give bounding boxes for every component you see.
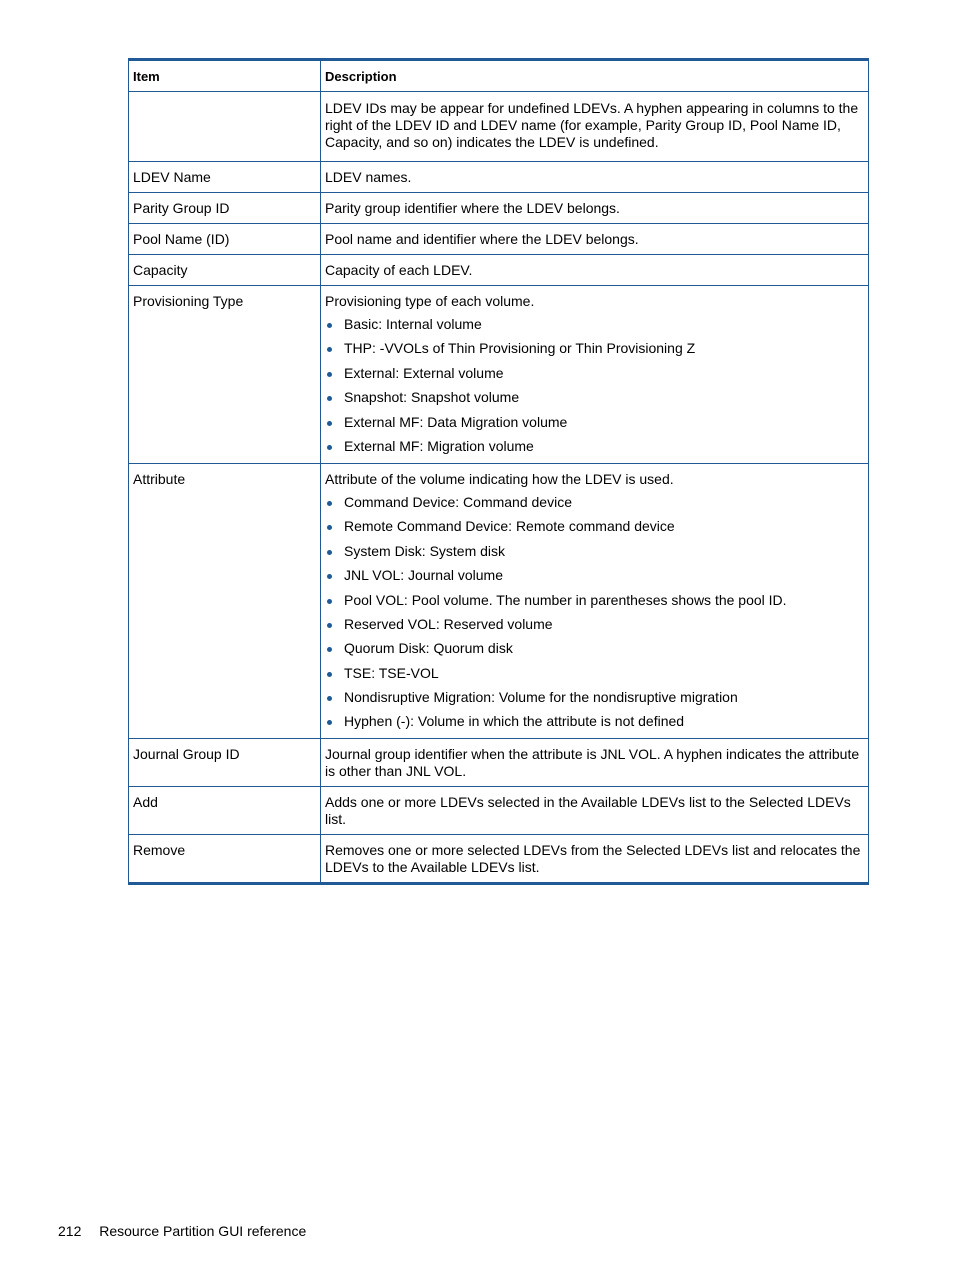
bullet-item: Basic: Internal volume xyxy=(325,316,862,333)
bullet-item: External MF: Data Migration volume xyxy=(325,414,862,431)
table-row xyxy=(129,286,869,464)
description-cell xyxy=(321,787,869,835)
header-description: Description xyxy=(321,60,869,92)
bullet-item: TSE: TSE-VOL xyxy=(325,665,862,682)
bullet-list xyxy=(325,494,862,731)
description-text: Parity group identifier where the LDEV belongs. xyxy=(325,200,620,216)
bullet-item: System Disk: System disk xyxy=(325,543,862,560)
description-text: Removes one or more selected LDEVs from the Selected LDEVs list and relocates the LDEVs to the Available LDEVs list. xyxy=(325,842,861,876)
item-cell: Parity Group ID xyxy=(129,193,321,224)
bullet-item: Reserved VOL: Reserved volume xyxy=(325,616,862,633)
description-text: LDEV IDs may be appear for undefined LDEVs. A hyphen appearing in columns to the right of the LDEV ID and LDEV name (for example, Parity Group ID, Pool Name ID, Capacity, and so on) indicates the LDEV is undefined. xyxy=(325,100,859,150)
bullet-item: Quorum Disk: Quorum disk xyxy=(325,640,862,657)
bullet-item: THP: -VVOLs of Thin Provisioning or Thin Provisioning Z xyxy=(325,340,862,357)
table-row xyxy=(129,835,869,884)
description-text: Capacity of each LDEV. xyxy=(325,262,473,278)
item-cell xyxy=(129,92,321,162)
table-row xyxy=(129,787,869,835)
description-cell xyxy=(321,463,869,739)
table-row xyxy=(129,92,869,162)
description-cell xyxy=(321,835,869,884)
header-item: Item xyxy=(129,60,321,92)
description-text: Adds one or more LDEVs selected in the Available LDEVs list to the Selected LDEVs list. xyxy=(325,794,851,828)
bullet-item: JNL VOL: Journal volume xyxy=(325,567,862,584)
page-number: 212 xyxy=(58,1223,82,1239)
description-text: Attribute of the volume indicating how the LDEV is used. xyxy=(325,470,674,487)
item-cell: Add xyxy=(129,787,321,835)
footer-section-title: Resource Partition GUI reference xyxy=(99,1223,307,1239)
table-row xyxy=(129,739,869,787)
bullet-item: Nondisruptive Migration: Volume for the nondisruptive migration xyxy=(325,689,862,706)
bullet-item: Snapshot: Snapshot volume xyxy=(325,389,862,406)
table-header-row xyxy=(129,60,869,92)
item-cell: Remove xyxy=(129,835,321,884)
table-row xyxy=(129,162,869,193)
item-cell: Journal Group ID xyxy=(129,739,321,787)
description-cell xyxy=(321,739,869,787)
table-row xyxy=(129,255,869,286)
bullet-item: External MF: Migration volume xyxy=(325,438,862,455)
item-cell: Pool Name (ID) xyxy=(129,224,321,255)
page-footer xyxy=(58,1223,306,1240)
description-cell xyxy=(321,92,869,162)
item-cell: LDEV Name xyxy=(129,162,321,193)
bullet-item: Remote Command Device: Remote command device xyxy=(325,518,862,535)
description-text: Journal group identifier when the attribute is JNL VOL. A hyphen indicates the attribute is other than JNL VOL. xyxy=(325,746,860,780)
description-text: Pool name and identifier where the LDEV belongs. xyxy=(325,231,639,247)
reference-table xyxy=(128,58,869,885)
bullet-item: Pool VOL: Pool volume. The number in parentheses shows the pool ID. xyxy=(325,592,862,609)
description-cell xyxy=(321,255,869,286)
bullet-item: External: External volume xyxy=(325,365,862,382)
description-cell xyxy=(321,162,869,193)
item-cell: Attribute xyxy=(129,463,321,739)
description-cell xyxy=(321,224,869,255)
table-row xyxy=(129,224,869,255)
description-cell xyxy=(321,193,869,224)
table-body xyxy=(129,92,869,884)
description-text: LDEV names. xyxy=(325,169,412,185)
item-cell: Capacity xyxy=(129,255,321,286)
description-text: Provisioning type of each volume. xyxy=(325,293,535,309)
description-cell xyxy=(321,286,869,464)
table-row xyxy=(129,463,869,739)
bullet-item: Command Device: Command device xyxy=(325,494,862,511)
item-cell: Provisioning Type xyxy=(129,286,321,464)
bullet-list xyxy=(325,316,862,455)
bullet-item: Hyphen (-): Volume in which the attribute is not defined xyxy=(325,713,862,730)
table-row xyxy=(129,193,869,224)
